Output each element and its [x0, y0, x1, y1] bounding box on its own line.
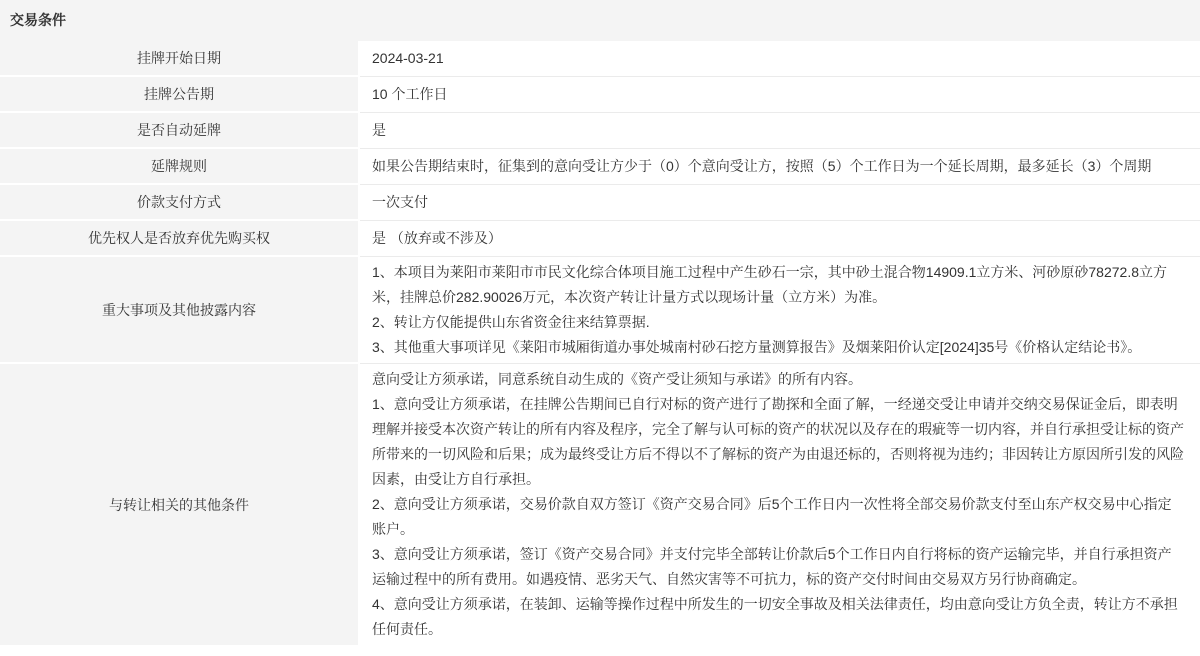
table-row — [0, 113, 1200, 149]
conditions-table — [0, 41, 1200, 645]
value-paragraph: 一次支付 — [372, 194, 428, 210]
row-value — [360, 41, 1200, 77]
row-label: 与转让相关的其他条件 — [0, 364, 360, 645]
table-row — [0, 77, 1200, 113]
table-row — [0, 257, 1200, 364]
row-value — [360, 77, 1200, 113]
row-value — [360, 149, 1200, 185]
value-paragraph: 1、意向受让方须承诺，在挂牌公告期间已自行对标的资产进行了勘探和全面了解，一经递交受让申请并交纳交易保证金后，即表明理解并接受本次资产转让的所有内容及程序，完全了解与认可标的资产的状况以及存在的瑕疵等一切内容，并自行承担受让标的资产所带来的一切风险和后果；成为最终受让方后不得以不了解标的资产为由退还标的，否则将视为违约；非因转让方原因所引发的风险因素，由受让方自行承担。 — [372, 396, 1184, 487]
value-paragraph: 4、意向受让方须承诺，在装卸、运输等操作过程中所发生的一切安全事故及相关法律责任，均由意向受让方负全责，转让方不承担任何责任。 — [372, 596, 1178, 637]
row-value — [360, 113, 1200, 149]
section-title: 交易条件 — [0, 0, 1200, 41]
row-label: 挂牌公告期 — [0, 77, 360, 113]
row-label: 挂牌开始日期 — [0, 41, 360, 77]
value-paragraph: 意向受让方须承诺，同意系统自动生成的《资产受让须知与承诺》的所有内容。 — [372, 371, 862, 387]
value-paragraph: 2024-03-21 — [372, 50, 444, 66]
row-value — [360, 221, 1200, 257]
conditions-table-body — [0, 41, 1200, 645]
row-label: 延牌规则 — [0, 149, 360, 185]
value-paragraph: 10 个工作日 — [372, 86, 448, 102]
value-paragraph: 2、转让方仅能提供山东省资金往来结算票据. — [372, 314, 650, 330]
value-paragraph: 3、其他重大事项详见《莱阳市城厢街道办事处城南村砂石挖方量测算报告》及烟莱阳价认定[2024]35号《价格认定结论书》。 — [372, 339, 1142, 355]
row-value — [360, 257, 1200, 364]
row-label: 价款支付方式 — [0, 185, 360, 221]
table-row — [0, 364, 1200, 645]
table-row — [0, 41, 1200, 77]
row-value — [360, 364, 1200, 645]
row-value — [360, 185, 1200, 221]
value-paragraph: 2、意向受让方须承诺，交易价款自双方签订《资产交易合同》后5个工作日内一次性将全部交易价款支付至山东产权交易中心指定账户。 — [372, 496, 1172, 537]
row-label: 重大事项及其他披露内容 — [0, 257, 360, 364]
value-paragraph: 如果公告期结束时，征集到的意向受让方少于（0）个意向受让方，按照（5）个工作日为一个延长周期，最多延长（3）个周期 — [372, 158, 1152, 174]
value-paragraph: 是 — [372, 122, 386, 138]
table-row — [0, 185, 1200, 221]
row-label: 优先权人是否放弃优先购买权 — [0, 221, 360, 257]
table-row — [0, 149, 1200, 185]
value-paragraph: 3、意向受让方须承诺，签订《资产交易合同》并支付完毕全部转让价款后5个工作日内自行将标的资产运输完毕，并自行承担资产运输过程中的所有费用。如遇疫情、恶劣天气、自然灾害等不可抗力，标的资产交付时间由交易双方另行协商确定。 — [372, 546, 1172, 587]
value-paragraph: 1、本项目为莱阳市莱阳市市民文化综合体项目施工过程中产生砂石一宗，其中砂土混合物14909.1立方米、河砂原砂78272.8立方米，挂牌总价282.90026万元，本次资产转让计量方式以现场计量（立方米）为准。 — [372, 264, 1167, 305]
row-label: 是否自动延牌 — [0, 113, 360, 149]
table-row — [0, 221, 1200, 257]
value-paragraph: 是 （放弃或不涉及） — [372, 230, 502, 246]
